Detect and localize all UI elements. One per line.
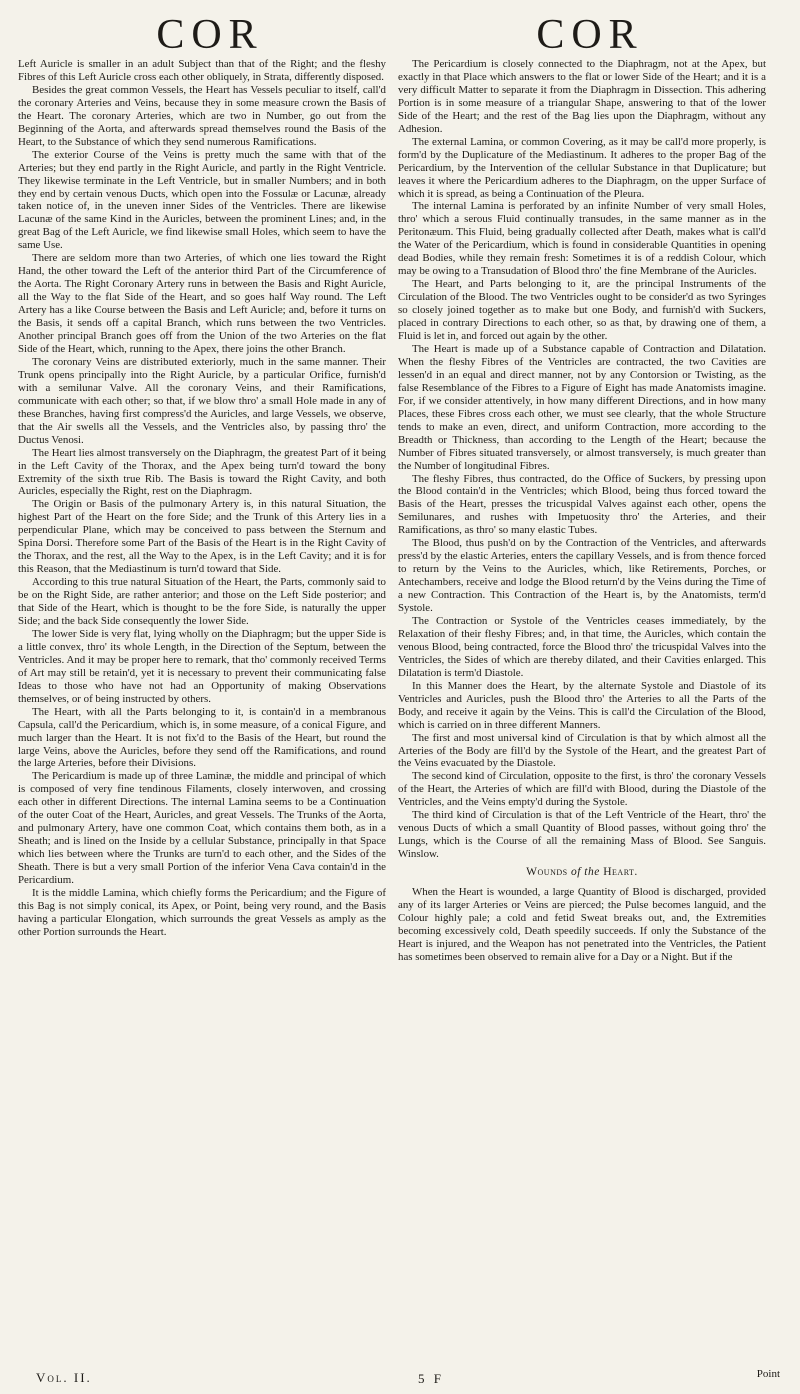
paragraph: The Heart, and Parts belonging to it, are the principal Instruments of the Circulation of the Blood. The two Ventricles ought to be consider'd as two Syringes so closely joined together as to make but one Body, and furnish'd with Suckers, placed in contrary Directions to each other, so as that, by drawing one of them, a Fluid is let in, and forced out again by the other. [398,278,766,343]
paragraph: The third kind of Circulation is that of the Left Ventricle of the Heart, thro' the venous Ducts of which a small Quantity of Blood passes, without going thro' the Lungs, which is the Course of all the remaining Mass of Blood. See Sanguis. Winslow. [398,809,766,861]
paragraph: The Contraction or Systole of the Ventricles ceases immediately, by the Relaxation of their fleshy Fibres; and, in that time, the Auricles, which contain the venous Blood, being contracted, force the Blood thro' the tricuspidal Valves into the Ventricles, the Sides of which are thereby dilated, and their Cavities enlarged. This Dilatation is term'd Diastole. [398,614,766,679]
section-heading [398,866,766,879]
right-column [398,58,766,1364]
running-head-right: COR [536,12,644,58]
heading-mid: of the [567,866,604,879]
catchword: Point [756,1368,780,1380]
paragraph: The Heart is made up of a Substance capable of Contraction and Dilatation. When the fleshy Fibres of the Ventricles are contracted, the two Cavities are lessen'd in an equal and direct manner, not by any Contorsion or Twisting, as the false Resemblance of the Fibres to a Figure of Eight has made Anatomists imagine. For, if we consider attentively, in how many different Directions, and in how many Places, these Fibres cross each other, we must see clearly, that the whole Structure tends to make an even, direct, and uniform Contraction, more according to the Breadth or Thickness, than according to the Length of the Heart; because the Number of Fibres situated transversely, or almost transversely, is much greater than the Number of longitudinal Fibres. [398,342,766,472]
paragraph: The coronary Veins are distributed exteriorly, much in the same manner. Their Trunk opens principally into the Right Auricle, by a particular Orifice, furnish'd with a semilunar Valve. All the coronary Veins, and their Ramifications, communicate with each other; so that, if we blow thro' a small Hole made in any of these Branches, having first compress'd the Auricles, and large Vessels, we observe, that the Air swells all the Vessels, and the Ventricles also, by passing thro' the Ductus Venosi. [18,355,386,446]
paragraph: When the Heart is wounded, a large Quantity of Blood is discharged, provided any of its larger Arteries or Veins are pierced; the Pulse becomes languid, and the Colour highly pale; a cold and fetid Sweat breaks out, and, the Extremities becoming excessively cold, Death speedily succeeds. If only the Substance of the Heart is injured, and the Weapon has not penetrated into the Ventricles, the Patient has sometimes been observed to remain alive for a Day or a Night. But if the [398,886,766,963]
paragraph: The Heart, with all the Parts belonging to it, is contain'd in a membranous Capsula, call'd the Pericardium, which is, in some measure, of a conical Figure, and much larger than the Heart. It is not fix'd to the Basis of the Heart, but round the large Veins, above the Auricles, before they send off the Ramifications, and round the large Arteries, before their Divisions. [18,705,386,770]
paragraph: The Blood, thus push'd on by the Contraction of the Ventricles, and afterwards press'd by the elastic Arteries, enters the capillary Vessels, and is from thence forced to return by the Veins to the Auricles, which, like Retirements, Porches, or Antechambers, receive and lodge the Blood return'd by the Veins during the Time of a new Contraction. This Contraction of the Heart is, by the Anatomists, term'd Systole. [398,537,766,615]
paragraph: There are seldom more than two Arteries, of which one lies toward the Right Hand, the other toward the Left of the anterior third Part of the Circumference of the Aorta. The Right Coronary Artery runs in between the Basis and Right Auricle, all the Way to the flat Side of the Heart, and so goes half Way round. The Left Artery has a like Course between the Basis and Left Auricle; and, before it turns on the Basis, it sends off a capital Branch, which runs between the two Ventricles. Another principal Branch goes off from the Union of the two Arteries on the flat Side of the Heart, which, running to the Apex, there joins the other Branch. [18,252,386,355]
heading-prefix: Wounds [526,866,568,879]
paragraph: The internal Lamina is perforated by an infinite Number of very small Holes, thro' which a serous Fluid continually transudes, in the same manner as in the Peritonæum. This Fluid, being gradually collected after Death, makes what is call'd the Water of the Pericardium, which is found in considerable Quantities in opening dead Bodies, while they remain fresh: Sometimes it is of a reddish Colour, which may be owing to a Transudation of Blood thro' the fine Membrane of the Auricles. [398,200,766,278]
paragraph: According to this true natural Situation of the Heart, the Parts, commonly said to be on the Right Side, are rather anterior; and those on the Left Side posterior; and that Side of the Heart, which is thought to be the fore Side, is naturally the upper Side; and the back Side consequently the lower Side. [18,576,386,627]
paragraph: Besides the great common Vessels, the Heart has Vessels peculiar to itself, call'd the coronary Arteries and Veins, because they in some measure crown the Basis of the Heart. The coronary Arteries, which are two in Number, go out from the Beginning of the Aorta, and afterwards spread themselves round the Basis of the Heart, to the Substance of which they send numerous Ramifications. [18,83,386,148]
paragraph: The external Lamina, or common Covering, as it may be call'd more properly, is form'd by the Duplicature of the Mediastinum. It adheres to the proper Bag of the Pericardium, by the Intervention of the cellular Substance in that Duplicature; but leaves it where the Pericardium adheres to the Diaphragm, on the upper Surface of which it is spread, as being a Continuation of the Pleura. [398,135,766,200]
paragraph: The Pericardium is closely connected to the Diaphragm, not at the Apex, but exactly in that Place which answers to the flat or lower Side of the Heart; and it is a very difficult Matter to separate it from the Diaphragm in Dissection. This adhering Portion is in some measure of a triangular Shape, answering to that of the lower Side of the Heart; and the rest of the Bag lies upon the Diaphragm, without any Adhesion. [398,58,766,135]
heading-suffix: Heart. [603,866,638,879]
signature-mark: 5 F [418,1371,444,1386]
paragraph: It is the middle Lamina, which chiefly forms the Pericardium; and the Figure of this Bag is not simply conical, its Apex, or Point, being very round, and the Basis having a particular Elongation, which surrounds the great Vessels as amply as the other Portion surrounds the Heart. [18,887,386,938]
paragraph: The Origin or Basis of the pulmonary Artery is, in this natural Situation, the highest Part of the Heart on the fore Side; and the Trunk of this Artery lies in a perpendicular Plane, which may be conceived to pass between the Sternum and Spina Dorsi. Therefore some Part of the Basis of the Heart is in the Right Cavity of the Thorax, and the rest, all the Way to the Apex, is in the Left Cavity; and it is for this Reason, that the Mediastinum is turn'd toward that Side. [18,498,386,576]
paragraph: The exterior Course of the Veins is pretty much the same with that of the Arteries; but they end partly in the Right Auricle, and partly in the Right Ventricle. They likewise terminate in the Left Ventricle, but in smaller Numbers; and in both they end by certain venous Ducts, which open into the Fossulæ or Lacunæ, already taken notice of, in the uneven inner Sides of the Ventricles. There are likewise Lacunæ of the same Kind in the Auricles, between the prominent Lines; and, in the great Bag of the Left Auricle, we find likewise small Holes, which seem to have the same Use. [18,148,386,252]
paragraph: In this Manner does the Heart, by the alternate Systole and Diastole of its Ventricles and Auricles, push the Blood thro' the Arteries to all the Parts of the Body, and receive it again by the Veins. This is call'd the Circulation of the Blood, which is carried on in three different Manners. [398,679,766,731]
paragraph: The fleshy Fibres, thus contracted, do the Office of Suckers, by pressing upon the Blood contain'd in the Ventricles; which Blood, being thus forced toward the Basis of the Heart, presses the tricuspidal Valves against each other, opens the Semilunares, and rushes with Impetuosity thro' the Arteries, and their Ramifications, as thro' so many elastic Tubes. [398,472,766,537]
paragraph: The second kind of Circulation, opposite to the first, is thro' the coronary Vessels of the Heart, the Arteries of which are fill'd with Blood, during the Diastole of the Ventricles, and the Veins empty'd during the Systole. [398,770,766,809]
running-head-left: COR [156,12,264,58]
paragraph: The lower Side is very flat, lying wholly on the Diaphragm; but the upper Side is a little convex, thro' its whole Length, in the Direction of the Septum, between the Ventricles. And it may be proper here to remark, that tho' commonly received Terms of Art may still be retain'd, yet it is necessary to prevent their communicating false Ideas to those who have not had an Opportunity of making Observations themselves, or of being instructed by others. [18,627,386,705]
paragraph: The Pericardium is made up of three Laminæ, the middle and principal of which is composed of very fine tendinous Filaments, closely interwoven, and crossing each other in different Directions. The internal Lamina seems to be a Continuation of the outer Coat of the Heart, Auricles, and great Vessels. The Trunks of the Aorta, and pulmonary Artery, have one common Coat, which contains them both, as in a Sheath; and is lined on the Inside by a cellular Substance, principally in that Space which lies between where the Trunks are turn'd to each other, and the Sides of the Sheath. There is but a very small Portion of the inferior Vena Cava contain'd in the Pericardium. [18,770,386,887]
paragraph: The first and most universal kind of Circulation is that by which almost all the Arteries of the Body are fill'd by the Systole of the Heart, and the greatest Part of the Veins evacuated by the Diastole. [398,731,766,770]
left-column [18,58,386,1364]
volume-label: Vol. II. [36,1370,92,1385]
paragraph: Left Auricle is smaller in an adult Subject than that of the Right; and the fleshy Fibres of this Left Auricle cross each other obliquely, in Strata, differently disposed. [18,58,386,83]
paragraph: The Heart lies almost transversely on the Diaphragm, the greatest Part of it being in the Left Cavity of the Thorax, and the Apex being turn'd toward the bony Extremity of the sixth true Rib. The Basis is toward the Right Cavity, and both Auricles, especially the Right, rest on the Diaphragm. [18,446,386,498]
